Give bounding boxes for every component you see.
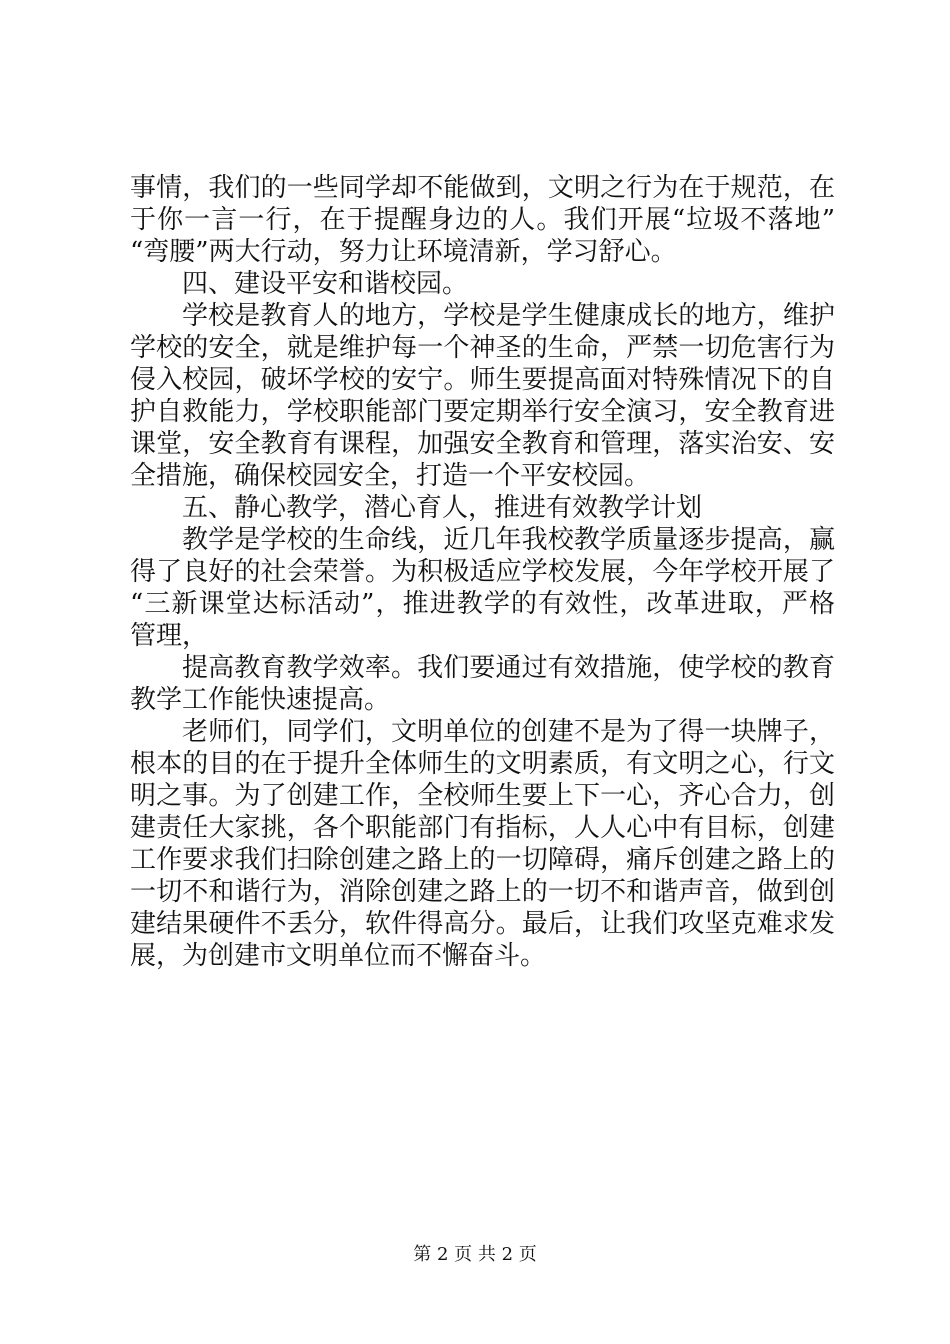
section-heading: 四、建设平安和谐校园。 [182,269,469,299]
text-line: 根本的目的在于提升全体师生的文明素质，有文明之心，行文 [130,749,835,779]
text-line: 教学工作能快速提高。 [130,685,391,715]
text-line: 护自救能力，学校职能部门要定期举行安全演习，安全教育进 [130,397,835,427]
text-line: 一切不和谐行为，消除创建之路上的一切不和谐声音，做到创 [130,877,835,907]
page-number-label: 第 2 页 共 2 页 [413,1244,537,1265]
text-line: 学校的安全，就是维护每一个神圣的生命，严禁一切危害行为 [130,333,835,363]
text-line: “弯腰”两大行动，努力让环境清新，学习舒心。 [130,237,677,267]
text-line: 教学是学校的生命线，近几年我校教学质量逐步提高，赢 [182,525,835,555]
text-line: 明之事。为了创建工作，全校师生要上下一心，齐心合力，创 [130,781,835,811]
text-line: 建结果硬件不丢分，软件得高分。最后，让我们攻坚克难求发 [130,909,835,939]
text-line: 建责任大家挑，各个职能部门有指标，人人心中有目标，创建 [130,813,835,843]
text-line: 侵入校园，破坏学校的安宁。师生要提高面对特殊情况下的自 [130,365,835,395]
text-line: 工作要求我们扫除创建之路上的一切障碍，痛斥创建之路上的 [130,845,835,875]
section-heading: 五、静心教学，潜心育人，推进有效教学计划 [182,493,703,523]
text-line: 得了良好的社会荣誉。为积极适应学校发展，今年学校开展了 [130,557,835,587]
text-line: 提高教育教学效率。我们要通过有效措施，使学校的教育 [182,653,835,683]
text-line: 展，为创建市文明单位而不懈奋斗。 [130,941,547,971]
text-line: 管理， [130,621,209,651]
text-line: 事情，我们的一些同学却不能做到，文明之行为在于规范，在 [130,173,835,203]
text-line: 于你一言一行，在于提醒身边的人。我们开展“垃圾不落地” [130,205,835,235]
text-line: “三新课堂达标活动”，推进教学的有效性，改革进取，严格 [130,589,835,619]
document-body [130,172,835,972]
text-line: 课堂，安全教育有课程，加强安全教育和管理，落实治安、安 [130,429,835,459]
page-footer [0,1245,950,1265]
text-line: 老师们，同学们，文明单位的创建不是为了得一块牌子， [182,717,835,747]
text-line: 学校是教育人的地方，学校是学生健康成长的地方，维护 [182,301,835,331]
text-line: 全措施，确保校园安全，打造一个平安校园。 [130,461,651,491]
